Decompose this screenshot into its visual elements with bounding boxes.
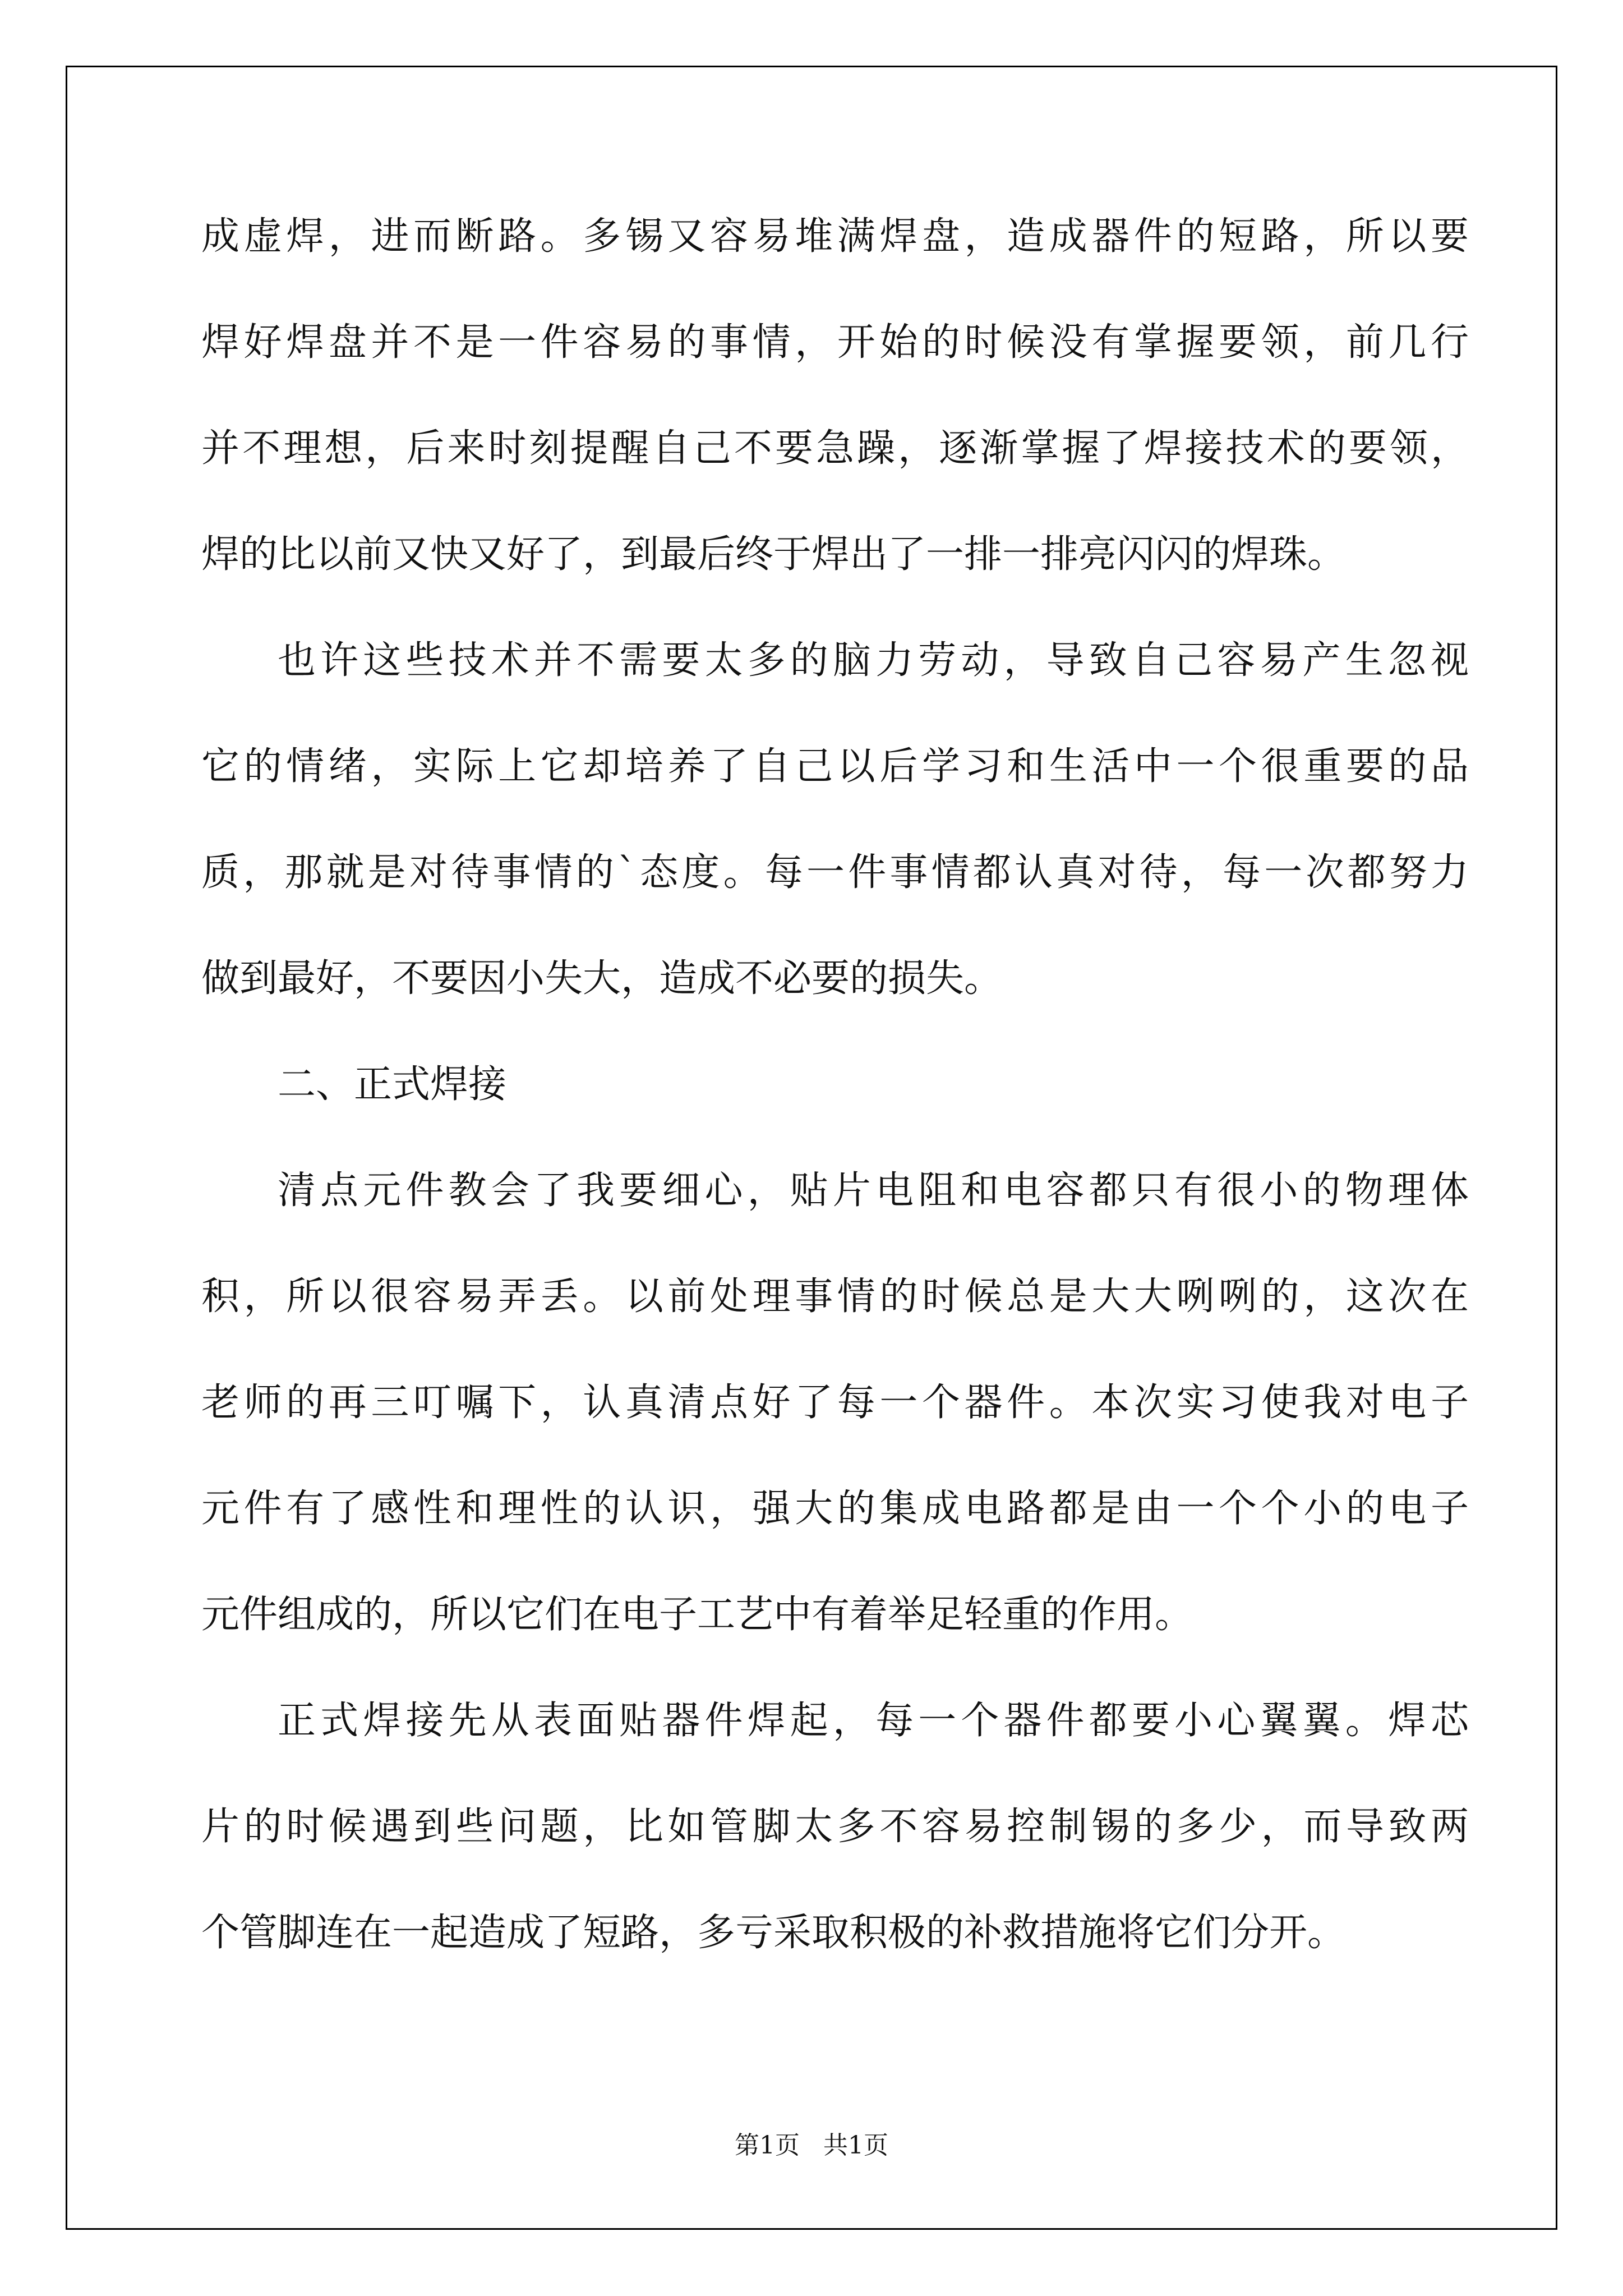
text-line: 质，那就是对待事情的`态度。每一件事情都认真对待，每一次都努力 <box>201 850 1469 895</box>
text-line: 它的情绪，实际上它却培养了自己以后学习和生活中一个很重要的品 <box>201 744 1469 789</box>
paragraph-first-line: 也许这些技术并不需要太多的脑力劳动，导致自己容易产生忽视 <box>278 638 1469 683</box>
text-line: 焊好焊盘并不是一件容易的事情，开始的时候没有掌握要领，前几行 <box>201 320 1469 365</box>
section-heading: 二、正式焊接 <box>278 1062 507 1107</box>
text-line: 个管脚连在一起造成了短路，多亏采取积极的补救措施将它们分开。 <box>201 1911 1346 1955</box>
page-number-footer: 第1页 共1页 <box>735 2131 888 2160</box>
text-line: 积，所以很容易弄丢。以前处理事情的时候总是大大咧咧的，这次在 <box>201 1274 1469 1319</box>
text-line: 做到最好，不要因小失大，造成不必要的损失。 <box>201 956 1003 1001</box>
text-line: 元件组成的，所以它们在电子工艺中有着举足轻重的作用。 <box>201 1593 1193 1637</box>
text-line: 成虚焊，进而断路。多锡又容易堆满焊盘，造成器件的短路，所以要 <box>201 214 1469 259</box>
paragraph-first-line: 正式焊接先从表面贴器件焊起，每一个器件都要小心翼翼。焊芯 <box>278 1699 1469 1743</box>
text-line: 焊的比以前又快又好了，到最后终于焊出了一排一排亮闪闪的焊珠。 <box>201 532 1346 577</box>
text-line: 老师的再三叮嘱下，认真清点好了每一个器件。本次实习使我对电子 <box>201 1381 1469 1425</box>
paragraph-first-line: 清点元件教会了我要细心，贴片电阻和电容都只有很小的物理体 <box>278 1168 1469 1213</box>
text-line: 并不理想，后来时刻提醒自己不要急躁，逐渐掌握了焊接技术的要领， <box>201 426 1469 471</box>
document-body <box>201 214 1469 2020</box>
text-line: 元件有了感性和理性的认识，强大的集成电路都是由一个个小的电子 <box>201 1487 1469 1531</box>
text-line: 片的时候遇到些问题，比如管脚太多不容易控制锡的多少，而导致两 <box>201 1805 1469 1849</box>
